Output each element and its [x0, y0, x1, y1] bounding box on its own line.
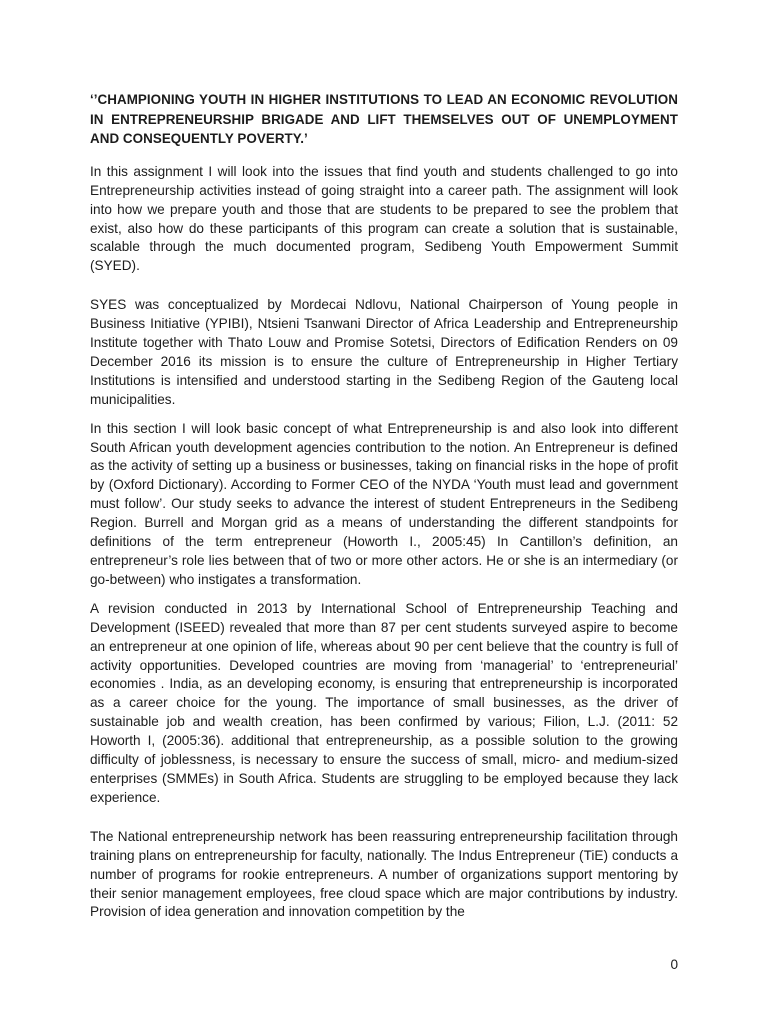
document-title: ‘’CHAMPIONING YOUTH IN HIGHER INSTITUTIONS TO LEAD AN ECONOMIC REVOLUTION IN ENTREPRENEURSHIP BRIGADE AND LIFT THEMSELVES OUT OF UNEMPLOYMENT AND CONSEQUENTLY POVERTY.’ — [90, 92, 678, 147]
page-number: 0 — [670, 957, 678, 972]
paragraph-entrepreneurship-concept: In this section I will look basic concept of what Entrepreneurship is and also look into different South African youth development agencies contribution to the notion. An Entrepreneur is defined as the activity of setting up a business or businesses, taking on financial risks in the hope of profit by (Oxford Dictionary). According to Former CEO of the NYDA ‘Youth must lead and government must follow’. Our study seeks to advance the interest of student Entrepreneurs in the Sedibeng Region. Burrell and Morgan grid as a means of understanding the different standpoints for definitions of the term entrepreneur (Howorth I., 2005:45) In Cantillon’s definition, an entrepreneur’s role lies between that of two or more other actors. He or she is an intermediary (or go-between) who instigates a transformation. — [90, 420, 678, 587]
paragraph-syes-background: SYES was conceptualized by Mordecai Ndlovu, National Chairperson of Young people in Business Initiative (YPIBI), Ntsieni Tsanwani Director of Africa Leadership and Entrepreneurship Institute together with Thato Louw and Promise Sotetsi, Directors of Edification Renders on 09 December 2016 its mission is to ensure the culture of Entrepreneurship in Higher Tertiary Institutions is intensified and understood starting in the Sedibeng Region of the Gauteng local municipalities. — [90, 297, 678, 407]
paragraph-national-network: The National entrepreneurship network has been reassuring entrepreneurship facilitation through training plans on entrepreneurship for faculty, nationally. The Indus Entrepreneur (TiE) conducts a number of programs for rookie entrepreneurs. A number of organizations support mentoring by their senior management employees, free cloud space which are major contributions by industry. Provision of idea generation and innovation competition by the — [90, 828, 678, 920]
paragraph-intro: In this assignment I will look into the issues that find youth and students challenged to go into Entrepreneurship activities instead of going straight into a career path. The assignment will look into how we prepare youth and those that are students to be prepared to see the problem that exist, also how do these participants of this program can create a solution that is sustainable, scalable through the much documented program, Sedibeng Youth Empowerment Summit (SYED). — [90, 163, 678, 274]
document-page — [90, 90, 678, 922]
paragraph-iseed-revision: A revision conducted in 2013 by International School of Entrepreneurship Teaching and Development (ISEED) revealed that more than 87 per cent students surveyed aspire to become an entrepreneur at one opinion of life, whereas about 90 per cent believe that the country is full of activity opportunities. Developed countries are moving from ‘managerial’ to ‘entrepreneurial’ economies . India, as an developing economy, is ensuring that entrepreneurship is incorporated as a career choice for the young. The importance of small businesses, as the driver of sustainable job and wealth creation, has been confirmed by various; Filion, L.J. (2011: 52 Howorth I, (2005:36). additional that entrepreneurship, as a possible solution to the growing difficulty of joblessness, is necessary to ensure the success of small, micro- and medium-sized enterprises (SMMEs) in South Africa. Students are struggling to be employed because they lack experience. — [90, 600, 678, 805]
